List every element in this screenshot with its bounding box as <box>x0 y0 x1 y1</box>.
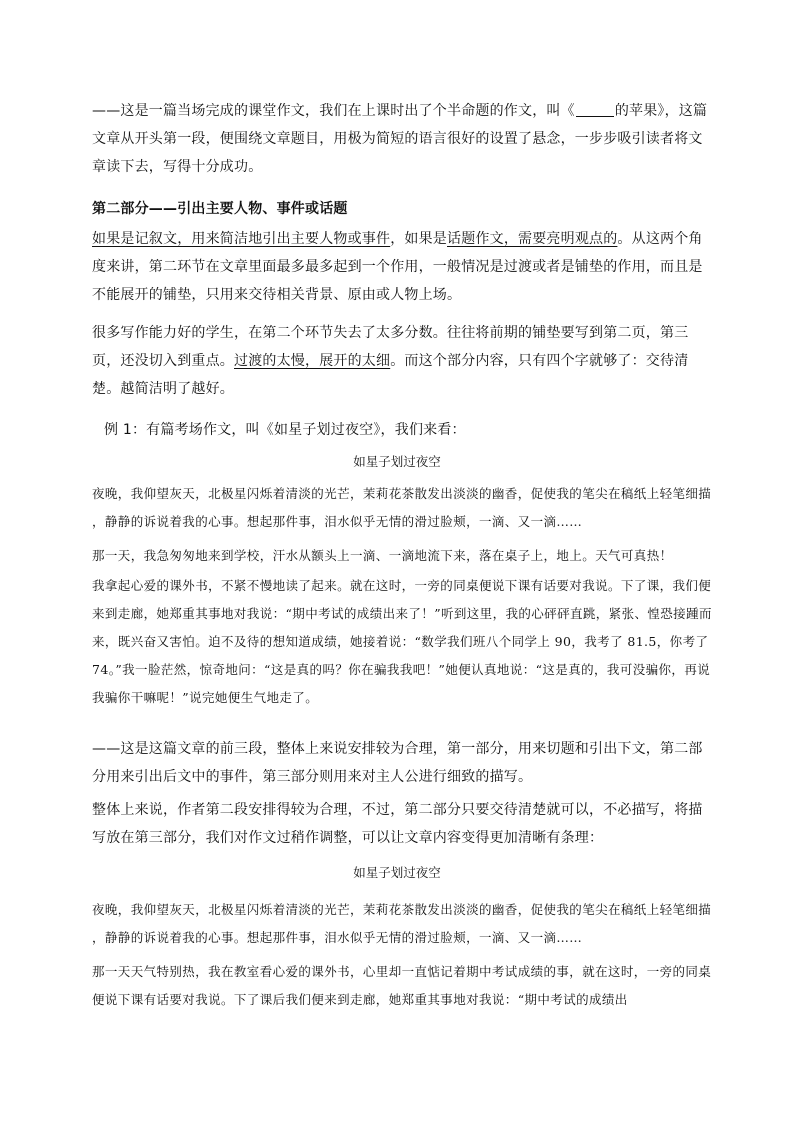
essay-paragraph: 我拿起心爱的课外书，不紧不慢地读了起来。就在这时，一旁的同桌便说下课有话要对我说。下了课，我们便来到走廊，她郑重其事地对我说：“期中考试的成绩出来了！”听到这里，我的心砰砰直跳，紧张、惶恐接踵而来，既兴奋又害怕。迫不及待的想知道成绩，她接着说：“数学我们班八个同学上 90，我考了 81.5，你考了 74。”我一脸茫然，惊奇地问：“这是真的吗？你在骗我我吧！”她便认真地说：“这是真的，我可没骗你，再说我骗你干嘛呢！”说完她便生气地走了。 <box>92 578 712 705</box>
fill-in-blank <box>576 102 614 117</box>
example-intro: 例 1：有篇考场作文，叫《如星子划过夜空》，我们来看： <box>104 422 466 438</box>
paragraph-analysis-2: ——这是这篇文章的前三段，整体上来说安排较为合理，第一部分，用来切题和引出下文，第二部分用来引出后文中的事件，第三部分则用来对主人公进行细致的描写。 <box>92 741 703 785</box>
text-span: 的苹果》，这篇文章从开头第一段，便围绕文章题目，用极为简短的语言很好的设置了悬念，一步步吸引读者将文章读下去，写得十分成功。 <box>92 103 708 175</box>
paragraph-common-mistake <box>92 319 712 403</box>
text-span: 很多写作能力好的学生，在第二个环节失去了太多分数。往往将前期的铺垫要写到第二页，第三页，还没切入到重点。 <box>92 325 689 369</box>
paragraph-revision-note: 整体上来说，作者第二段安排得较为合理，不过，第二部分只要交待清楚就可以，不必描写，将描写放在第三部分，我们对作文过稍作调整，可以让文章内容变得更加清晰有条理： <box>92 802 703 846</box>
text-span: ——这是一篇当场完成的课堂作文，我们在上课时出了个半命题的作文，叫《 <box>92 103 575 119</box>
section-heading-part-2: 第二部分——引出主要人物、事件或话题 <box>92 201 348 217</box>
essay-paragraph: 那一天天气特别热，我在教室看心爱的课外书，心里却一直惦记着期中考试成绩的事，就在这时，一旁的同桌便说下课有话要对我说。下了课后我们便来到走廊，她郑重其事地对我说：“期中考试的成绩出 <box>92 964 712 1007</box>
underlined-text: 如果是记叙文，用来简洁地引出主要人物或事件 <box>92 231 391 247</box>
underlined-text: 话题作文，需要亮明观点的 <box>447 231 618 247</box>
essay-paragraph: 那一天，我急匆匆地来到学校，汗水从额头上一滴、一滴地流下来，落在桌子上，地上。天气可真热！ <box>92 548 673 563</box>
essay-title: 如星子划过夜空 <box>353 865 441 880</box>
essay-title: 如星子划过夜空 <box>353 454 441 469</box>
paragraph-analysis-1 <box>92 97 712 181</box>
text-span: 。从这两个角度来讲，第二环节在文章里面最多最多起到一个作用，一般情况是过渡或者是铺垫的作用，而且是不能展开的铺垫，只用来交待相关背景、原由或人物上场。 <box>92 231 703 303</box>
paragraph-part-2-intro <box>92 225 712 309</box>
text-span: 。而这个部分内容，只有四个字就够了：交待清楚。越简洁明了越好。 <box>92 353 689 397</box>
underlined-text: 过渡的太慢，展开的太细 <box>234 353 391 369</box>
essay-paragraph: 夜晚，我仰望灰天，北极星闪烁着清淡的光芒，茉莉花茶散发出淡淡的幽香，促使我的笔尖在稿纸上轻笔细描 ，静静的诉说着我的心事。想起那件事，泪水似乎无情的滑过脸颊，一滴、又一滴…… <box>92 486 712 529</box>
text-span: ，如果是 <box>390 231 448 247</box>
essay-paragraph: 夜晚，我仰望灰天，北极星闪烁着清淡的光芒，茉莉花茶散发出淡淡的幽香，促使我的笔尖在稿纸上轻笔细描 ，静静的诉说着我的心事。想起那件事，泪水似乎无情的滑过脸颊，一滴、又一滴…… <box>92 902 712 945</box>
